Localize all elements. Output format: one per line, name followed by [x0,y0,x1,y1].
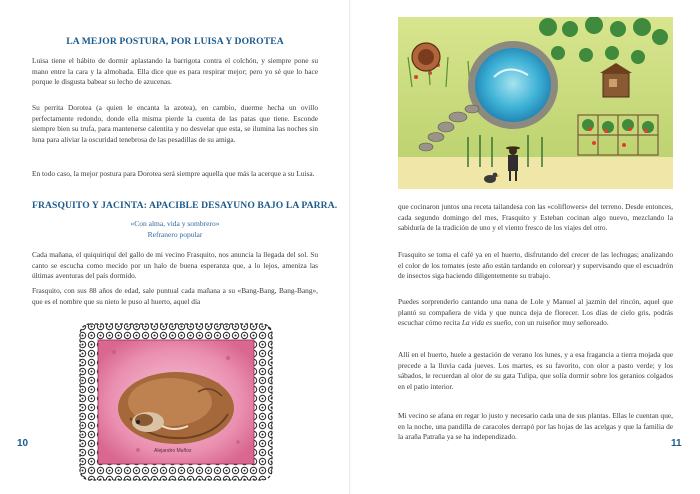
paragraph-right-1: que cocinaron juntos una receta tailandesa con las «coliflowers» del terreno. Desde entonces, cada segundo domingo del mes, Frasquito y Esteban cocinan algo nuevo, mezclando la sabiduría de la tradición de uno y el viento fresco de los viajes del otro. [398,202,673,232]
paragraph-luisa-1: Luisa tiene el hábito de dormir aplastando la barrigota contra el colchón, y siempre pone su mano entre la cara y la almohada. Ella dice que es para respirar mejor; pero yo sé que lo hace porque le disgusta babear su lecho de azucenas. [32,56,318,86]
paragraph-luisa-3: En todo caso, la mejor postura para Dorotea será siempre aquella que más la acerque a su Luisa. [32,169,315,178]
page-number-right: 11 [671,438,682,449]
paragraph-right-2: Frasquito se toma el café ya en el huerto, disfrutando del crecer de las lechugas; analizando el color de los tomates (este año están tardando en colorear) y supervisando que el escuadrón de insectos siga haciendo diligentemente su trabajo. [398,250,673,280]
paragraph-frasquito-1: Cada mañana, el quiquiriquí del gallo de mi vecino Frasquito, nos anuncia la llegada del sol. Su canto se escucha como mecido por un halo de buena esperanza que, a lo lejos, ameniza las últimas aventuras del país dormido. [32,250,318,280]
epigraph-quote: «Con alma, vida y sombrero» [130,219,220,228]
paragraph-right-3-text: Puedes sorprenderlo cantando una nana de Lole y Manuel al jazmín del rincón, aquel que plantó su compañera de vida y que nunca deja de florecer. Los días de cielo gris, podrás escuchar cómo recita [398,297,673,327]
heading-luisa-dorotea: LA MEJOR POSTURA, POR LUISA Y DOROTEA [66,36,284,47]
paragraph-right-4: Allí en el huerto, huele a gestación de verano los lunes, y a esa fragancia a tierra mojada que precede a la lluvia cada jueves. Los martes, es su favorito, con olor a pasto verde; y los sábados, le recuerdan al olor de su gata Tulipa, que solía dormir sobre los geranios colgados en el patio interior. [398,350,673,391]
paragraph-right-3 [398,297,673,329]
paragraph-right-5: Mi vecino se afana en regar lo justo y necesario cada una de sus plantas. Ellas le cuentan que, en la noche, una pandilla de caracoles derrapó por las hojas de las acelgas y que la familia de la araña Patraña ya se ha independizado. [398,411,673,441]
garden-illustration [398,17,673,189]
paragraph-right-3-end: , con un ruiseñor muy señoreado. [511,318,609,327]
paragraph-luisa-2: Su perrita Dorotea (a quien le encanta la azotea), en cambio, duerme hecha un ovillo perfectamente redondo, donde ella misma pierde la cuenta de las patas que tiene. Esconde siempre bien su trufa, para mantenerse calentita y no desvelar que esta, se ilumina las noches sin luna para aliviar la oscuridad tenebrosa de las pesadillas de su amiga. [32,103,318,144]
book-title-italic: La vida es sueño [461,318,511,327]
epigraph-source: Refranero popular [147,230,203,239]
artist-signature: Alejandro Muñoz [154,448,192,454]
paragraph-frasquito-2: Frasquito, con sus 88 años de edad, sale puntual cada mañana a su «Bang-Bang, Bang-Bang», que es el nombre que su nieto le puso al huerto, aquel día [32,286,318,306]
garden-drawing [398,17,673,189]
page-number-left: 10 [17,438,29,449]
right-page [350,0,700,494]
heading-frasquito-jacinta: FRASQUITO Y JACINTA: APACIBLE DESAYUNO BAJO LA PARRA. [32,200,338,211]
sleeping-dog-illustration [78,322,274,482]
sleeping-dog-drawing [78,322,274,482]
